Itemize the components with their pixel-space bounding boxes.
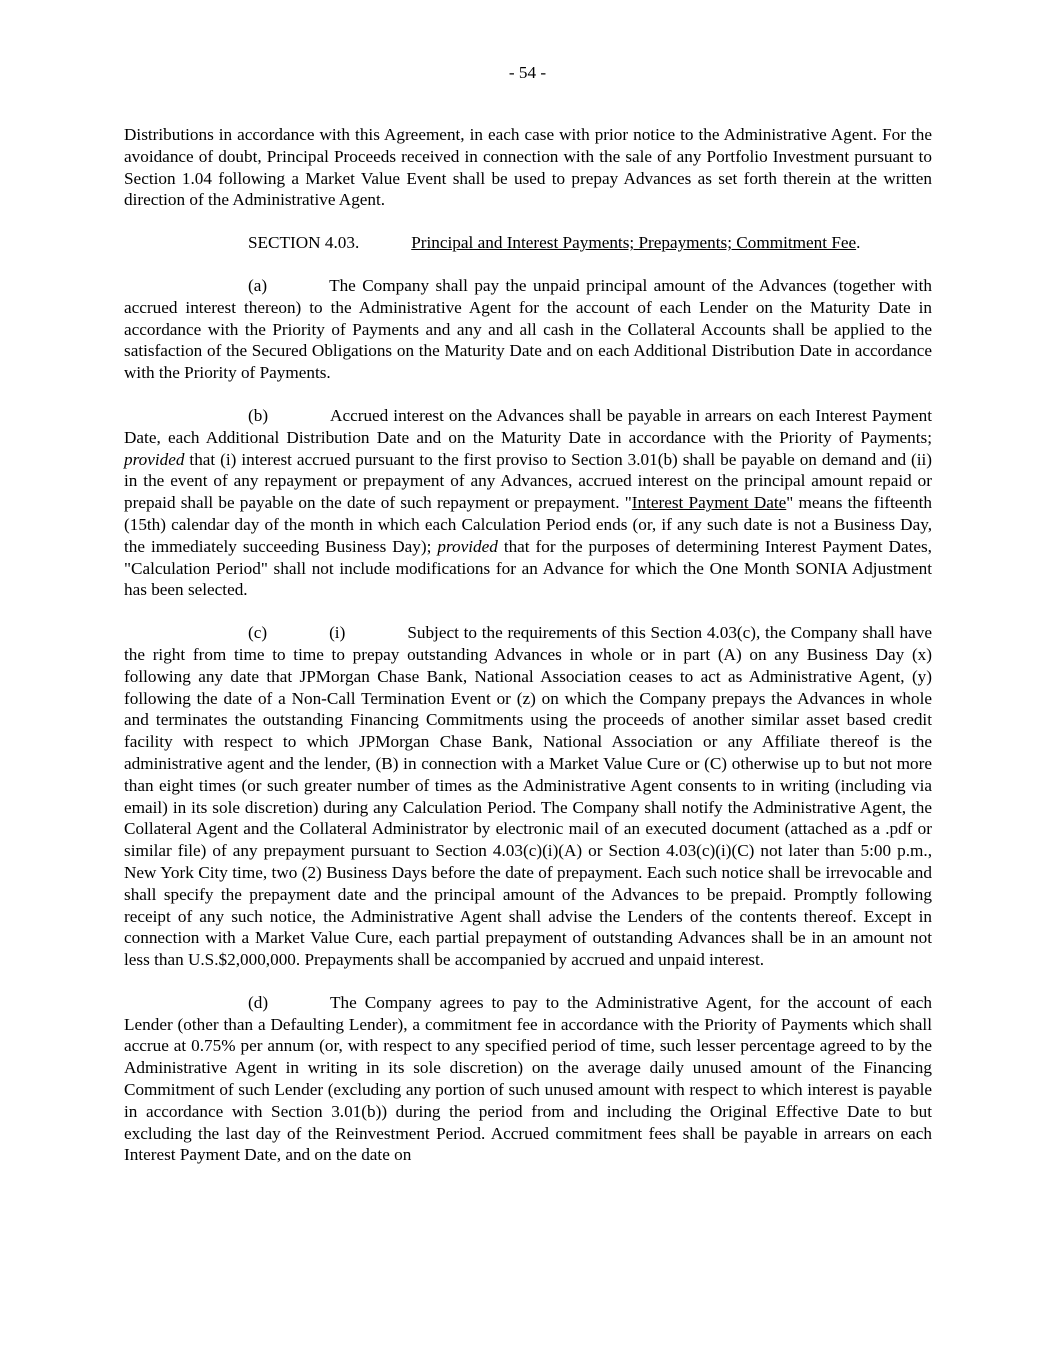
paragraph-b-text-2: that (i) interest accrued pursuant to the first proviso to Section 3.01(b) shall be payable on demand and (ii) in the event of any repayment or prepayment of any Advances, accrued interest on the principal amount repaid or prepaid shall be payable on the date of such repayment or prepayment. ": [124, 449, 932, 513]
paragraph-d-text: The Company agrees to pay to the Administrative Agent, for the account of each Lender (other than a Defaulting Lender), a commitment fee in accordance with the Priority of Payments which shall accrue at 0.75% per annum (or, with respect to any specified period of time, such lesser percentage agreed to by the Administrative Agent in writing in its sole discretion) on the average daily unused amount of the Financing Commitment of such Lender (excluding any portion of such unused amount with respect to which interest is payable in accordance with Section 3.01(b)) during the period from and including the Original Effective Date to but excluding the last day of the Reinvestment Period. Accrued commitment fees shall be payable in arrears on each Interest Payment Date, and on the date on: [124, 992, 932, 1165]
section-title-period: .: [856, 233, 861, 253]
paragraph-c-text: Subject to the requirements of this Section 4.03(c), the Company shall have the right from time to time to prepay outstanding Advances in whole or in part (A) on any Business Day (x) following any date that JPMorgan Chase Bank, National Association ceases to act as Administrative Agent, (y) following the date of a Non-Call Termination Event or (z) on which the Company prepays the Advances in whole and terminates the outstanding Financing Commitments using the proceeds of another similar asset based credit facility with respect to which JPMorgan Chase Bank, National Association or any Affiliate thereof is the administrative agent and the lender, (B) in connection with a Market Value Cure or (C) otherwise up to but not more than eight times (or such greater number of times as the Administrative Agent consents to in writing (including via email) in its sole discretion) during any Calculation Period. The Company shall notify the Administrative Agent, the Collateral Agent and the Collateral Administrator by electronic mail of an executed document (attached as a .pdf or similar file) of any prepayment pursuant to Section 4.03(c)(i)(A) or Section 4.03(c)(i)(C) not later than 5:00 p.m., New York City time, two (2) Business Days before the date of prepayment. Each such notice shall be irrevocable and shall specify the prepayment date and the principal amount of the Advances to be prepaid. Promptly following receipt of any such notice, the Administrative Agent shall advise the Lenders of the contents thereof. Except in connection with a Market Value Cure, each partial prepayment of outstanding Advances shall be in an amount not less than U.S.$2,000,000. Prepayments shall be accompanied by accrued and unpaid interest.: [124, 623, 932, 970]
provided-italic-1: provided: [124, 449, 185, 469]
paragraph-a: [124, 275, 932, 384]
marker-c: (c): [248, 623, 268, 643]
section-label: SECTION 4.03.: [248, 233, 360, 253]
paragraph-b: [124, 405, 932, 601]
defined-term-interest-payment-date: Interest Payment Date: [631, 493, 787, 513]
provided-italic-2: provided: [437, 536, 498, 556]
paragraph-b-text-4: that for the purposes of determining Interest Payment Dates, "Calculation Period" shall not include modifications for an Advance for which the One Month SONIA Adjustment has been selected.: [124, 536, 932, 600]
paragraph-b-text-3: " means the fifteenth (15th) calendar day of the month in which each Calculation Period ends (or, if any such date is not a Business Day, the immediately succeeding Business Day);: [124, 493, 932, 556]
marker-b: (b): [248, 405, 269, 425]
document-body: [124, 124, 932, 1187]
paragraph-intro: Distributions in accordance with this Agreement, in each case with prior notice to the Administrative Agent. For the avoidance of doubt, Principal Proceeds received in connection with the sale of any Portfolio Investment pursuant to Section 1.04 following a Market Value Event shall be used to prepay Advances as set forth therein at the written direction of the Administrative Agent.: [124, 125, 932, 210]
marker-d: (d): [248, 992, 269, 1012]
paragraph-c: [124, 622, 932, 971]
section-heading: [248, 232, 932, 254]
paragraph-d: [124, 992, 932, 1166]
marker-c-i: (i): [329, 623, 346, 643]
section-title: Principal and Interest Payments; Prepayments; Commitment Fee: [411, 233, 857, 253]
paragraph-b-text-1: Accrued interest on the Advances shall be payable in arrears on each Interest Payment Date, each Additional Distribution Date and on the Maturity Date in accordance with the Priority of Payments;: [124, 405, 932, 447]
marker-a: (a): [248, 275, 268, 295]
paragraph-a-text: The Company shall pay the unpaid principal amount of the Advances (together with accrued interest thereon) to the Administrative Agent for the account of each Lender on the Maturity Date in accordance with the Priority of Payments and any and all cash in the Collateral Accounts shall be applied to the satisfaction of the Secured Obligations on the Maturity Date and on each Additional Distribution Date in accordance with the Priority of Payments.: [124, 275, 932, 383]
page-number: - 54 -: [508, 63, 547, 82]
